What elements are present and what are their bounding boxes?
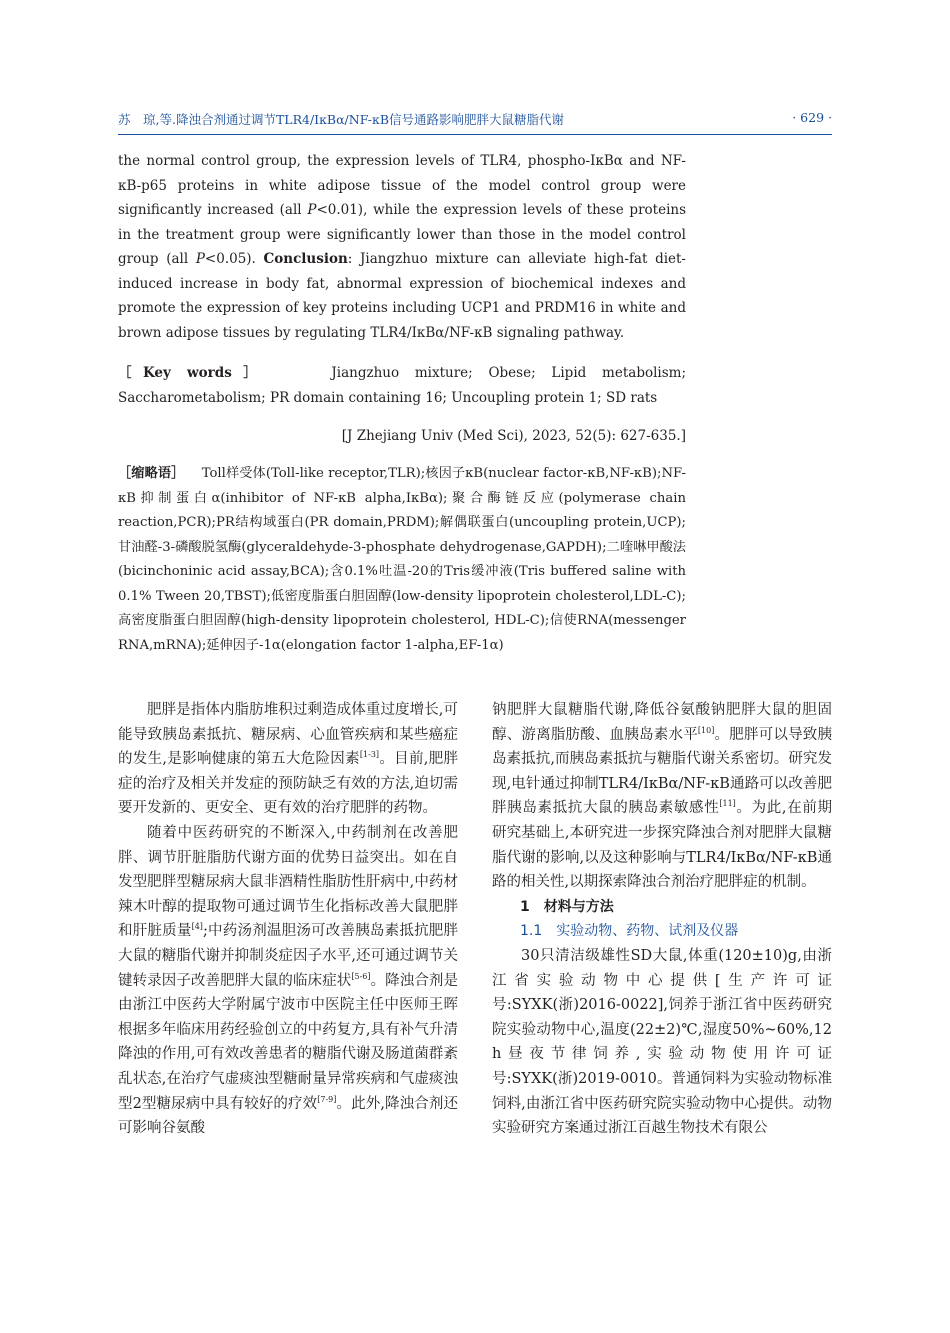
body-right-column bbox=[492, 698, 832, 1141]
body-paragraph: 肥胖是指体内脂肪堆积过剩造成体重过度增长,可能导致胰岛素抵抗、糖尿病、心血管疾病和某些癌症的发生,是影响健康的第五大危险因素[1-3]。目前,肥胖症的治疗及相关并发症的预防缺乏有效的方法,迫切需要开发新的、更安全、更有效的治疗肥胖的药物。 bbox=[118, 702, 459, 817]
abbreviations bbox=[118, 462, 686, 658]
conclusion-label: Conclusion bbox=[263, 251, 348, 267]
body-paragraph: 30只清洁级雄性SD大鼠,体重(120±10)g,由浙江省实验动物中心提供[生产许可证号:SYXK(浙)2016-0022],饲养于浙江省中医药研究院实验动物中心,温度(22±2)℃,湿度50%~60%,12 h昼夜节律饲养,实验动物使用许可证号:SYXK(浙)2019-0010。普通饲料为实验动物标准饲料,由浙江省中医药研究院实验动物中心提供。动物实验研究方案通过浙江百越生物技术有限公 bbox=[492, 947, 832, 1137]
abstract-text: the normal control group, the expression levels of TLR4, phospho-IκBα and NF-κB-p65 proteins in white adipose tissue of the model control group were significantly increased (all bbox=[118, 153, 686, 218]
page-number: · 629 · bbox=[792, 110, 832, 125]
reference-marker: [4] bbox=[191, 922, 203, 932]
keywords bbox=[118, 361, 686, 410]
body-paragraph: 随着中医药研究的不断深入,中药制剂在改善肥胖、调节肝脏脂肪代谢方面的优势日益突出。如在自发型肥胖型糖尿病大鼠非酒精性脂肪性肝病中,中药材辣木叶醇的提取物可通过调节生化指标改善大鼠肥胖和肝脏质量[4];中药汤剂温胆汤可改善胰岛素抵抗肥胖大鼠的糖脂代谢并抑制炎症因子水平,还可通过调节关键转录因子改善肥胖大鼠的临床症状[5-6]。降浊合剂是由浙江中医药大学附属宁波市中医院主任中医师王晖根据多年临床用药经验创立的中药复方,具有补气升清降浊的作用,可有效改善患者的糖脂代谢及肠道菌群紊乱状态,在治疗气虚痰浊型糖耐量异常疾病和气虚痰浊型2型糖尿病中具有较好的疗效[7-9]。此外,降浊合剂还可影响谷氨酸 bbox=[118, 824, 459, 1137]
reference-marker: [10] bbox=[697, 725, 715, 735]
abstract-text: <0.01), while the expression levels of these proteins in the treatment group were significantly lower than those in the model control group (all bbox=[118, 202, 687, 267]
reference-marker: [11] bbox=[719, 799, 736, 809]
abstract-continuation bbox=[118, 149, 686, 345]
running-header bbox=[118, 110, 832, 132]
body-paragraph: 钠肥胖大鼠糖脂代谢,降低谷氨酸钠肥胖大鼠的胆固醇、游离脂肪酸、血胰岛素水平[10]。肥胖可以导致胰岛素抵抗,而胰岛素抵抗与糖脂代谢关系密切。研究发现,电针通过抑制TLR4/IκBα/NF-κB通路可以改善肥胖胰岛素抵抗大鼠的胰岛素敏感性[11]。为此,在前期研究基础上,本研究进一步探究降浊合剂对肥胖大鼠糖脂代谢的影响,以及这种影响与TLR4/IκBα/NF-κB通路的相关性,以期探索降浊合剂治疗肥胖症的机制。 bbox=[492, 702, 833, 891]
body-left-column bbox=[118, 698, 458, 1141]
abstract-text: : Jiangzhuo mixture can alleviate high-fat diet-induced increase in body fat, abnormal expression of biochemical indexes and promote the expression of key proteins including UCP1 and PRDM16 in white and brown adipose tissues by regulating TLR4/IκBα/NF-κB signaling pathway. bbox=[118, 251, 686, 341]
citation: [J Zhejiang Univ (Med Sci), 2023, 52(5): 627-635.] bbox=[341, 428, 686, 444]
abbreviations-text: Toll样受体(Toll-like receptor,TLR);核因子κB(nuclear factor-κB,NF-κB);NF-κB抑制蛋白α(inhibitor of NF-κB alpha,IκBα);聚合酶链反应(polymerase chain reaction,PCR);PR结构域蛋白(PR domain,PRDM);解偶联蛋白(uncoupling protein,UCP);甘油醛-3-磷酸脱氢酶(glyceraldehyde-3-phosphate dehydrogenase,GAPDH);二喹啉甲酸法(bicinchoninic acid assay,BCA);含0.1%吐温-20的Tris缓冲液(Tris buffered saline with 0.1% Tween 20,TBST);低密度脂蛋白胆固醇(low-density lipoprotein cholesterol,LDL-C);高密度脂蛋白胆固醇(high-density lipoprotein cholesterol, HDL-C);信使RNA(messenger RNA,mRNA);延伸因子-1α(elongation factor 1-alpha,EF-1α) bbox=[118, 466, 687, 653]
p-symbol: P bbox=[195, 251, 205, 267]
keywords-text: Jiangzhuo mixture; Obese; Lipid metabolism; Saccharometabolism; PR domain containing 16; Uncoupling protein 1; SD rats bbox=[118, 365, 686, 406]
abstract-text: <0.05). bbox=[204, 251, 264, 267]
section-heading: 1 材料与方法 bbox=[520, 898, 614, 915]
subsection-heading: 1.1 实验动物、药物、试剂及仪器 bbox=[520, 923, 739, 940]
reference-marker: [7-9] bbox=[317, 1094, 337, 1104]
running-header-title: 苏 琼,等.降浊合剂通过调节TLR4/IκBα/NF-κB信号通路影响肥胖大鼠糖脂代谢 bbox=[118, 112, 565, 127]
abbreviations-label: ［缩略语］ bbox=[118, 466, 185, 481]
reference-marker: [1-3] bbox=[359, 750, 380, 760]
header-rule bbox=[118, 134, 832, 135]
keywords-label: ［Key words］ bbox=[118, 365, 269, 381]
reference-marker: [5-6] bbox=[351, 971, 371, 981]
p-symbol: P bbox=[307, 202, 317, 218]
